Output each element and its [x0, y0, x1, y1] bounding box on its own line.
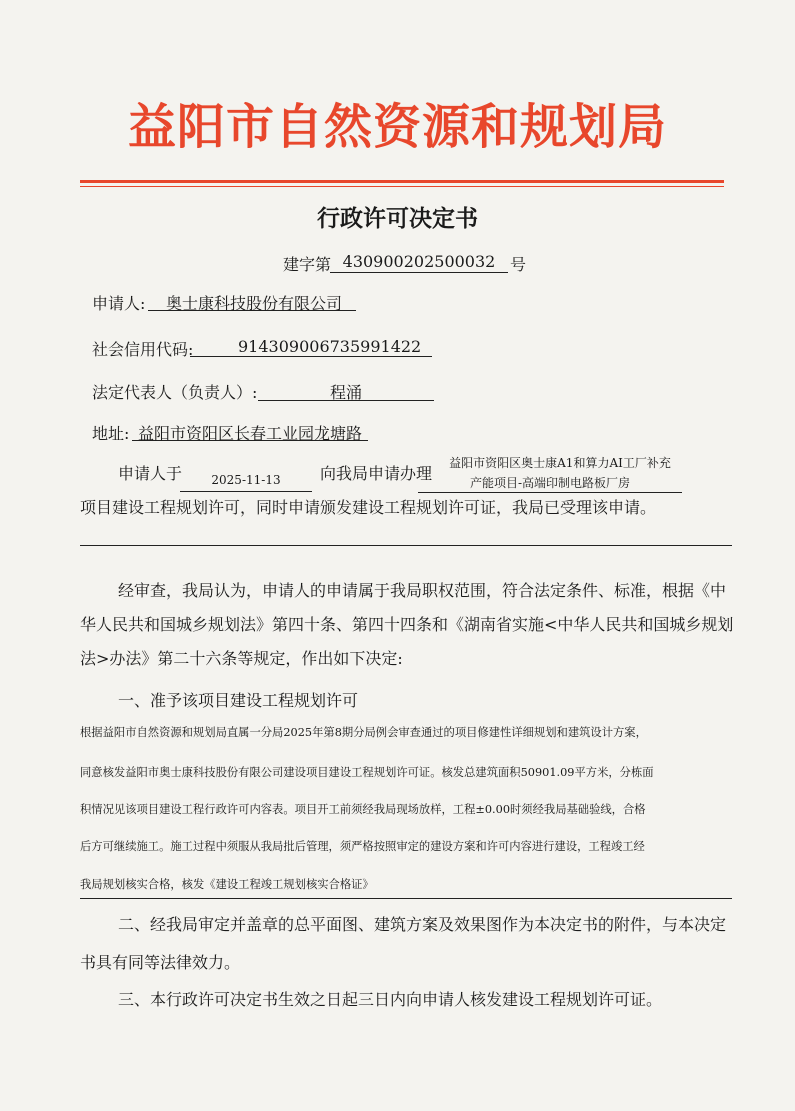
- review-line-2: 华人民共和国城乡规划法》第四十条、第四十四条和《湖南省实施<中华人民共和国城乡规划: [80, 615, 734, 634]
- address-label: 地址:: [92, 424, 130, 443]
- applicant-value: 奥士康科技股份有限公司: [148, 291, 356, 311]
- credit-code-label: 社会信用代码:: [92, 340, 194, 359]
- legal-rep-label: 法定代表人（负责人）:: [92, 383, 258, 402]
- decision-1-heading: 一、准予该项目建设工程规划许可: [118, 691, 359, 710]
- agency-letterhead: 益阳市自然资源和规划局: [127, 99, 667, 155]
- review-line-3: 法>办法》第二十六条等规定，作出如下决定:: [80, 649, 403, 668]
- decision-1-line-1: 根据益阳市自然资源和规划局直属一分局2025年第8期分局例会审查通过的项目修建性详细规划和建筑设计方案，: [80, 726, 647, 739]
- applicant-label: 申请人:: [92, 294, 146, 313]
- section-divider: [80, 545, 732, 546]
- document-title: 行政许可决定书: [317, 205, 478, 232]
- decision-1-line-4: 后方可继续施工。施工过程中须服从我局批后管理，须严格按照审定的建设方案和许可内容进行建设，工程竣工经: [80, 840, 645, 853]
- decision-2-line-1: 二、经我局审定并盖章的总平面图、建筑方案及效果图作为本决定书的附件，与本决定: [118, 915, 727, 934]
- decision-2-line-2: 书具有同等法律效力。: [80, 953, 241, 972]
- address-value: 益阳市资阳区长春工业园龙塘路: [132, 421, 368, 441]
- application-date: 2025-11-13: [180, 473, 312, 492]
- doc-number-value: 430900202500032: [330, 252, 508, 273]
- application-mid: 向我局申请办理: [320, 464, 433, 483]
- application-lead: 申请人于: [118, 464, 183, 483]
- credit-code-value: 914309006735991422: [190, 337, 432, 357]
- decision-1-line-3: 积情况见该项目建设工程行政许可内容表。项目开工前须经我局现场放样，工程±0.00时须经我局基础验线，合格: [80, 803, 646, 816]
- project-name-line2: 产能项目-高端印制电路板厂房: [418, 474, 682, 493]
- decision-1-line-5: 我局规划核实合格，核发《建设工程竣工规划核实合格证》: [80, 878, 374, 891]
- decision-1-line-2: 同意核发益阳市奥士康科技股份有限公司建设项目建设工程规划许可证。核发总建筑面积50901.09平方米，分栋面: [80, 766, 654, 779]
- application-tail: 项目建设工程规划许可，同时申请颁发建设工程规划许可证，我局已受理该申请。: [80, 498, 657, 517]
- letterhead-rule-thick: [80, 180, 724, 183]
- decision-1-divider: [80, 898, 732, 899]
- decision-3-text: 三、本行政许可决定书生效之日起三日内向申请人核发建设工程规划许可证。: [118, 990, 663, 1009]
- legal-rep-value: 程涌: [258, 380, 434, 401]
- letterhead-rule-thin: [80, 186, 724, 187]
- review-line-1: 经审查，我局认为，申请人的申请属于我局职权范围，符合法定条件、标准，根据《中: [118, 581, 727, 600]
- doc-number-prefix: 建字第: [283, 255, 332, 274]
- doc-number-suffix: 号: [510, 255, 527, 274]
- project-name-line1: 益阳市资阳区奥士康A1和算力AI工厂补充: [449, 456, 671, 470]
